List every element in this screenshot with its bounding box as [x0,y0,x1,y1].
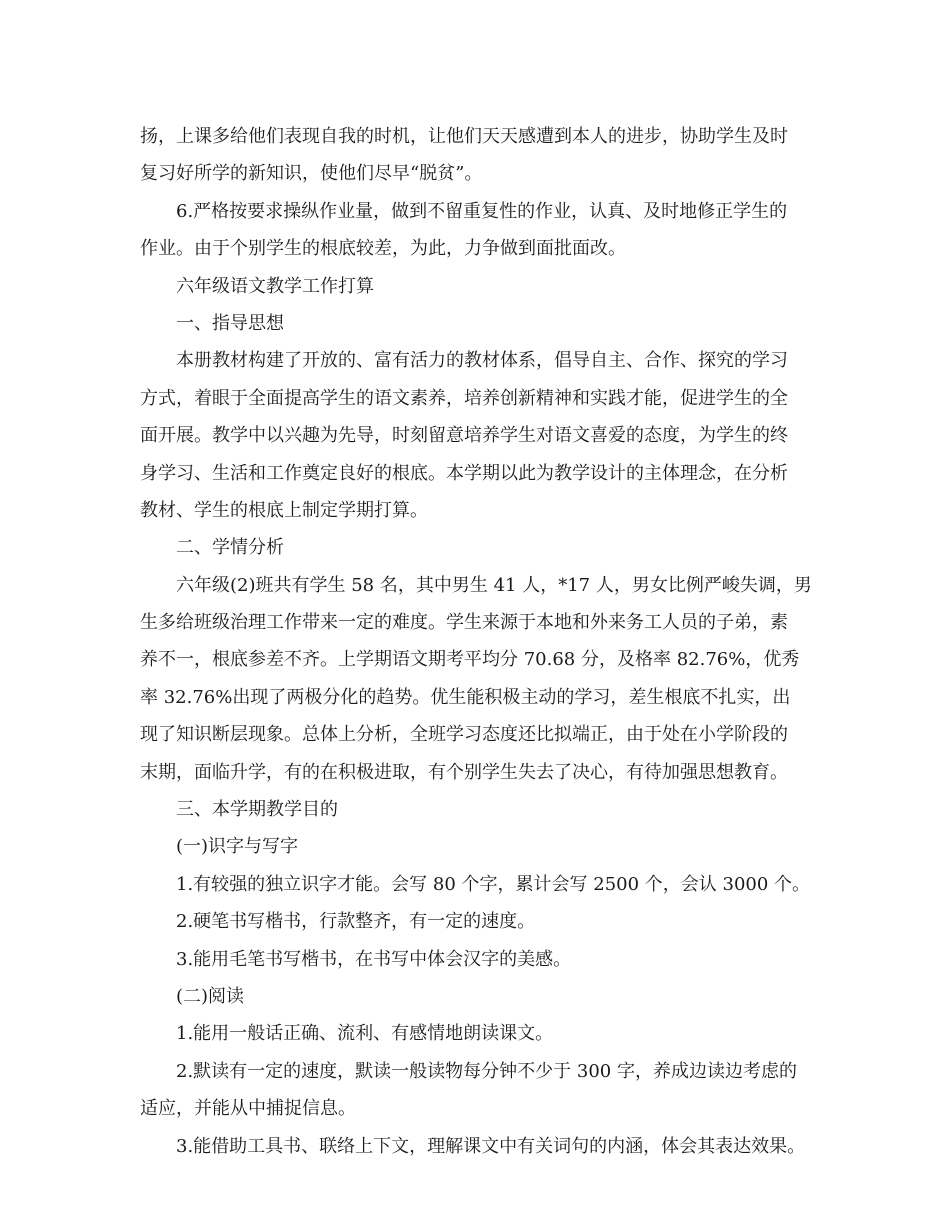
text-line: 复习好所学的新知识，使他们尽早“脱贫”。 [140,163,483,185]
text-line: 1.有较强的独立识字才能。会写 80 个字，累计会写 2500 个，会认 3000 个。 [176,873,811,895]
text-line: 作业。由于个别学生的根底较差，为此，力争做到面批面改。 [140,238,626,260]
text-line: 一、指导思想 [176,312,284,334]
text-line: (二)阅读 [176,985,245,1007]
text-line: 扬，上课多给他们表现自我的时机，让他们天天感遭到本人的进步，协助学生及时 [140,126,788,147]
text-line: 面开展。教学中以兴趣为先导，时刻留意培养学生对语文喜爱的态度，为学生的终 [140,425,788,447]
text-line: 6.严格按要求操纵作业量，做到不留重复性的作业，认真、及时地修正学生的 [176,200,788,222]
text-line: 本册教材构建了开放的、富有活力的教材体系，倡导自主、合作、探究的学习 [176,350,788,372]
text-line: 2.硬笔书写楷书，行款整齐，有一定的速度。 [176,911,536,933]
text-line: 末期，面临升学，有的在积极进取，有个别学生失去了决心，有待加强思想教育。 [140,761,788,783]
text-line: 现了知识断层现象。总体上分析，全班学习态度还比拟端正，由于处在小学阶段的 [140,724,788,746]
text-line: 生多给班级治理工作带来一定的难度。学生来源于本地和外来务工人员的子弟，素 [140,612,788,634]
text-line: 身学习、生活和工作奠定良好的根底。本学期以此为教学设计的主体理念，在分析 [140,462,788,484]
text-line: 2.默读有一定的速度，默读一般读物每分钟不少于 300 字，养成边读边考虑的 [176,1060,797,1082]
text-line: 率 32.76%出现了两极分化的趋势。优生能积极主动的学习，差生根底不扎实，出 [140,686,791,708]
text-line: 3.能用毛笔书写楷书，在书写中体会汉字的美感。 [176,948,572,970]
text-line: 3.能借助工具书、联络上下文，理解课文中有关词句的内涵，体会其表达效果。 [176,1135,806,1157]
text-line: (一)识字与写字 [176,836,299,858]
text-line: 养不一，根底参差不齐。上学期语文期考平均分 70.68 分，及格率 82.76%，优秀 [140,649,800,671]
text-line: 二、学情分析 [176,537,284,559]
text-line: 三、本学期教学目的 [176,799,338,821]
text-line: 1.能用一般话正确、流利、有感情地朗读课文。 [176,1023,554,1045]
text-line: 六年级语文教学工作打算 [176,275,374,297]
text-line: 方式，着眼于全面提高学生的语文素养，培养创新精神和实践才能，促进学生的全 [140,387,788,409]
document-body [140,118,820,1165]
text-line: 适应，并能从中捕捉信息。 [140,1098,356,1120]
text-line: 六年级(2)班共有学生 58 名，其中男生 41 人，*17 人，男女比例严峻失调，男 [176,574,812,596]
text-line: 教材、学生的根底上制定学期打算。 [140,499,428,521]
